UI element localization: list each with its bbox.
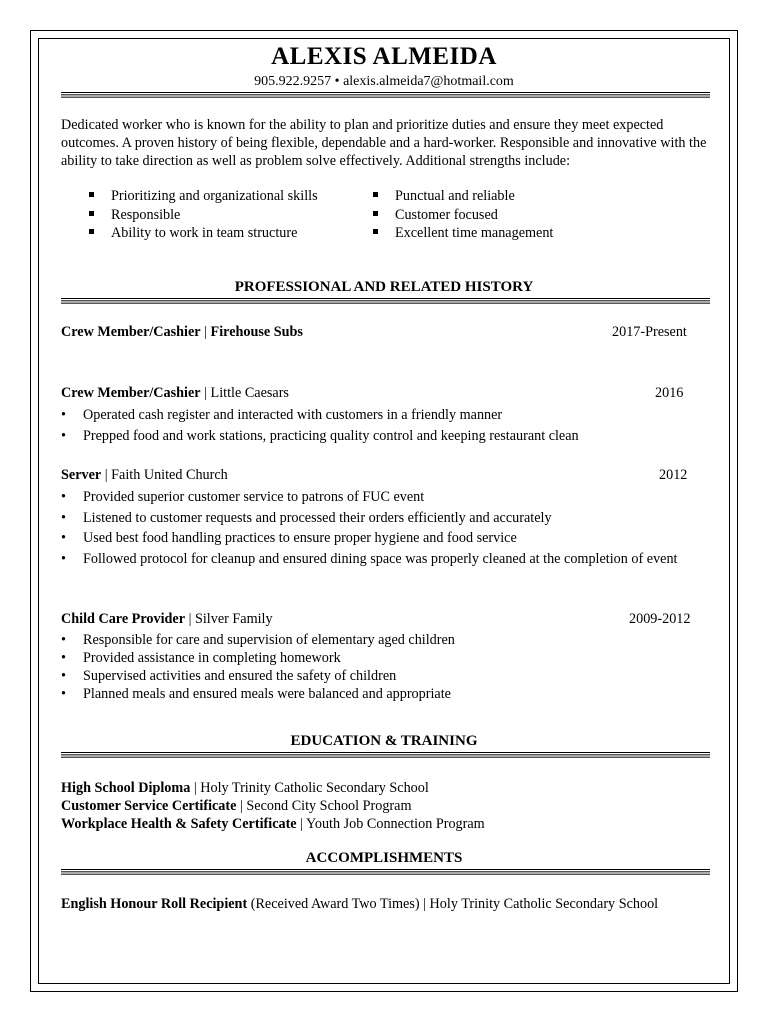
list-item: • Prepped food and work stations, practicing quality control and keeping restaurant clean xyxy=(61,427,579,444)
education-item: High School Diploma | Holy Trinity Catholic Secondary School xyxy=(61,780,429,796)
candidate-name: ALEXIS ALMEIDA xyxy=(271,43,497,70)
list-item: • Responsible for care and supervision of elementary aged children xyxy=(61,632,455,648)
section-heading-education: EDUCATION & TRAINING xyxy=(290,733,478,749)
header-divider xyxy=(61,92,710,98)
job-entry-silver-family: Child Care Provider | Silver Family xyxy=(61,611,273,627)
job-date: 2017-Present xyxy=(612,324,687,340)
list-item: • Listened to customer requests and processed their orders efficiently and accurately xyxy=(61,509,552,526)
strength-item: Prioritizing and organizational skills xyxy=(89,187,318,206)
accomplishments-divider xyxy=(61,869,710,875)
list-item: • Supervised activities and ensured the safety of children xyxy=(61,668,397,684)
education-item: Customer Service Certificate | Second City School Program xyxy=(61,798,412,814)
job-date: 2012 xyxy=(659,467,688,483)
list-item: • Followed protocol for cleanup and ensured dining space was properly cleaned at the completion of event xyxy=(61,550,678,567)
section-heading-history: PROFESSIONAL AND RELATED HISTORY xyxy=(234,279,534,295)
strength-item: Ability to work in team structure xyxy=(89,224,318,243)
square-bullet-icon xyxy=(373,192,378,197)
list-item: • Operated cash register and interacted with customers in a friendly manner xyxy=(61,407,503,423)
job-date: 2009-2012 xyxy=(629,611,691,627)
summary-paragraph: Dedicated worker who is known for the ability to plan and prioritize duties and ensure they meet expected outcomes. A proven history of being flexible, dependable and a hard-worker. Responsible and innovative with the ability to take direction as well as problem solve effectively. Additional strengths include: xyxy=(61,117,707,169)
education-list xyxy=(61,779,485,833)
job-entry-firehouse: Crew Member/Cashier | Firehouse Subs xyxy=(61,324,303,340)
job-entry-faith-united: Server | Faith United Church xyxy=(61,467,228,483)
education-item: Workplace Health & Safety Certificate | Youth Job Connection Program xyxy=(61,816,485,832)
strength-item: Responsible xyxy=(89,206,318,225)
accomplishment-item: English Honour Roll Recipient (Received Award Two Times) | Holy Trinity Catholic Secondary School xyxy=(61,896,659,912)
list-item: • Provided assistance in completing homework xyxy=(61,650,341,666)
strengths-list-right xyxy=(373,187,553,243)
square-bullet-icon xyxy=(89,211,94,216)
list-item: • Used best food handling practices to ensure proper hygiene and food service xyxy=(61,530,517,546)
job-date: 2016 xyxy=(655,385,684,401)
job-duties-list xyxy=(61,405,691,446)
section-heading-accomplishments: ACCOMPLISHMENTS xyxy=(305,850,463,866)
strength-item: Excellent time management xyxy=(373,224,553,243)
square-bullet-icon xyxy=(373,211,378,216)
history-divider xyxy=(61,298,710,304)
strengths-list-left xyxy=(89,187,318,243)
strength-item: Punctual and reliable xyxy=(373,187,553,206)
strength-item: Customer focused xyxy=(373,206,553,225)
education-divider xyxy=(61,752,710,758)
list-item: • Planned meals and ensured meals were balanced and appropriate xyxy=(61,686,451,702)
square-bullet-icon xyxy=(373,229,378,234)
list-item: • Provided superior customer service to patrons of FUC event xyxy=(61,489,425,505)
square-bullet-icon xyxy=(89,192,94,197)
contact-line: 905.922.9257 • alexis.almeida7@hotmail.com xyxy=(254,74,514,89)
square-bullet-icon xyxy=(89,229,94,234)
job-duties-list xyxy=(61,631,691,703)
job-duties-list xyxy=(61,487,691,569)
job-entry-little-caesars: Crew Member/Cashier | Little Caesars xyxy=(61,385,289,401)
